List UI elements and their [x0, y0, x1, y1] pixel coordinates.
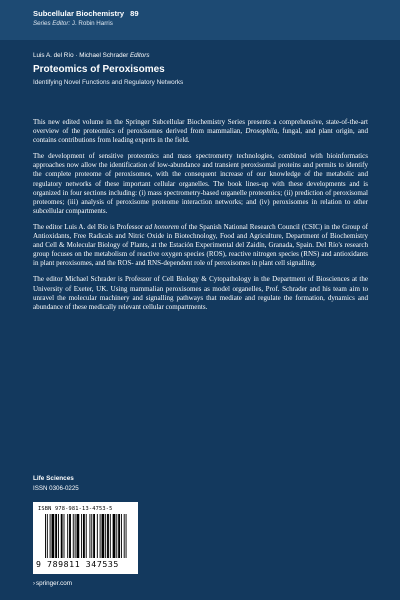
blurb-p1-text-a: This new edited volume in the Springer Subcellular Biochemistry Series presents a comprehensive, state-of-the-art overview of the proteomics of peroxisomes derived from mammalian, [33, 118, 368, 136]
blurb-paragraph-2: The development of sensitive proteomics and mass spectrometry technologies, combined with bioinformatics approaches now allow the identification of low-abundance and transient peroxisomal proteins and permits to identify the complete proteome of peroxisomes, with the consequent increase of our knowledge of the metabolic and regulatory networks of these important cellular organelles. The book lines-up with these developments and is organized in four sections including: (i) mass spectrometry-based organelle proteomics; (ii) prediction of peroxisomal proteomes; (iii) analysis of peroxisome proteome interaction networks; and (iv) peroxisomes in relation to other subcellular compartments. [33, 152, 368, 215]
blurb-paragraph-4: The editor Michael Schrader is Professor of Cell Biology & Cytopathology in the Department of Biosciences at the University of Exeter, UK. Using mammalian peroxisomes as model organelles, Prof. Schrader and his team aim to unravel the molecular machinery and signalling pathways that mediate and regulate the formation, dynamics and abundance of these medically relevant cellular compartments. [33, 275, 368, 311]
blurb-p3-italic: ad honorem [145, 222, 179, 231]
series-editor-name: J. Robin Harris [71, 20, 113, 27]
blurb-p1-text-b: , fungal, and plant origin, and contains contributions from leading experts in the field. [33, 127, 368, 145]
publisher-url-text: springer.com [36, 580, 73, 587]
blurb-p3-text-a: The editor Luis A. del Río is Professor [33, 222, 146, 231]
editors-role: Editors [129, 52, 150, 59]
back-cover-blurb [33, 118, 368, 319]
blurb-paragraph-1 [33, 118, 368, 145]
barcode [33, 502, 138, 574]
ean-digits: 9 789811 347535 [36, 559, 119, 569]
editor-names: Luis A. del Río · Michael Schrader [33, 52, 129, 59]
series-editor [33, 20, 113, 27]
book-editors [33, 52, 150, 59]
blurb-paragraph-3 [33, 223, 368, 268]
series-name: Subcellular Biochemistry [33, 9, 125, 18]
arrow-icon: › [33, 581, 35, 587]
blurb-p3-text-b: of the Spanish National Research Council (CSIC) in the Group of Antioxidants, Free Radicals and Nitric Oxide in Biotechnology, Food and Agriculture, Department of Biochemistry and Cell & Molecular Biology of Plants, at the Estación Experimental del Zaidín, Granada, Spain. Del Río's research group focuses on the metabolism of reactive oxygen species (ROS), reactive nitrogen species (RNS) and antioxidants in plant peroxisomes, and the ROS- and RNS-dependent role of peroxisomes in plant cell signalling. [33, 222, 368, 268]
series-header-band [0, 0, 400, 40]
blurb-p1-italic: Drosophila [245, 127, 278, 136]
barcode-bars [45, 514, 133, 558]
isbn-label: ISBN 978-981-13-4753-5 [38, 506, 113, 512]
publisher-link[interactable] [33, 580, 72, 587]
subject-category: Life Sciences [33, 475, 74, 482]
issn: ISSN 0306-0225 [33, 485, 79, 492]
series-title [33, 9, 139, 18]
book-title: Proteomics of Peroxisomes [33, 64, 165, 75]
book-subtitle: Identifying Novel Functions and Regulatory Networks [33, 79, 184, 86]
series-volume: 89 [130, 9, 139, 18]
series-editor-prefix: Series Editor: [33, 20, 71, 27]
